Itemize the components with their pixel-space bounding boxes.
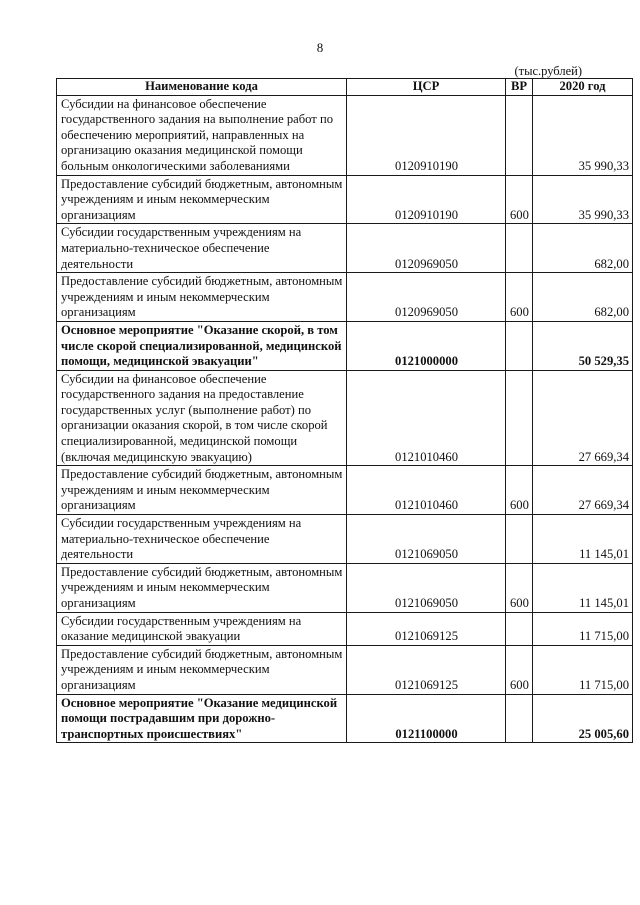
row-csr-cell: 0121069125 — [347, 645, 506, 694]
row-amount-cell: 27 669,34 — [533, 370, 633, 466]
row-csr-cell: 0120969050 — [347, 273, 506, 322]
header-vr: ВР — [506, 79, 533, 96]
units-label: (тыс.рублей) — [514, 64, 582, 78]
table-row — [57, 515, 633, 564]
row-amount-cell: 11 145,01 — [533, 515, 633, 564]
table-row — [57, 612, 633, 645]
table-row — [57, 370, 633, 466]
row-csr-cell: 0120910190 — [347, 95, 506, 175]
row-amount-cell: 35 990,33 — [533, 175, 633, 224]
page-number: 8 — [316, 40, 324, 55]
row-amount-cell: 50 529,35 — [533, 321, 633, 370]
row-csr-cell: 0121100000 — [347, 694, 506, 743]
row-amount-cell: 27 669,34 — [533, 466, 633, 515]
row-name-cell: Предоставление субсидий бюджетным, автономным учреждениям и иным некоммерческим организациям — [57, 645, 347, 694]
row-vr-cell — [506, 612, 533, 645]
row-amount-cell: 25 005,60 — [533, 694, 633, 743]
row-csr-cell: 0121010460 — [347, 466, 506, 515]
row-csr-cell: 0121069050 — [347, 515, 506, 564]
row-csr-cell: 0120910190 — [347, 175, 506, 224]
row-vr-cell: 600 — [506, 563, 533, 612]
row-vr-cell — [506, 321, 533, 370]
table-row — [57, 95, 633, 175]
header-csr: ЦСР — [347, 79, 506, 96]
row-csr-cell: 0121010460 — [347, 370, 506, 466]
row-vr-cell — [506, 224, 533, 273]
table-row — [57, 563, 633, 612]
row-csr-cell: 0121000000 — [347, 321, 506, 370]
row-name-cell: Субсидии государственным учреждениям на оказание медицинской эвакуации — [57, 612, 347, 645]
row-vr-cell: 600 — [506, 466, 533, 515]
table-row — [57, 321, 633, 370]
row-name-cell: Предоставление субсидий бюджетным, автономным учреждениям и иным некоммерческим организациям — [57, 563, 347, 612]
table-header-row — [57, 79, 633, 96]
header-year: 2020 год — [533, 79, 633, 96]
row-csr-cell: 0121069050 — [347, 563, 506, 612]
row-name-cell: Предоставление субсидий бюджетным, автономным учреждениям и иным некоммерческим организациям — [57, 175, 347, 224]
row-name-cell: Субсидии государственным учреждениям на материально-техническое обеспечение деятельности — [57, 224, 347, 273]
row-amount-cell: 682,00 — [533, 273, 633, 322]
row-csr-cell: 0121069125 — [347, 612, 506, 645]
row-vr-cell: 600 — [506, 273, 533, 322]
table-body — [57, 95, 633, 743]
row-name-cell: Предоставление субсидий бюджетным, автономным учреждениям и иным некоммерческим организациям — [57, 466, 347, 515]
row-vr-cell: 600 — [506, 645, 533, 694]
table-row — [57, 273, 633, 322]
row-name-cell: Субсидии государственным учреждениям на материально-техническое обеспечение деятельности — [57, 515, 347, 564]
row-name-cell: Субсидии на финансовое обеспечение государственного задания на предоставление государственных услуг (выполнение работ) по организации оказания скорой, в том числе скорой специализированной, медицинской помощи (включая медицинскую эвакуацию) — [57, 370, 347, 466]
table-row — [57, 645, 633, 694]
row-vr-cell — [506, 370, 533, 466]
row-amount-cell: 682,00 — [533, 224, 633, 273]
row-vr-cell — [506, 694, 533, 743]
row-name-cell: Основное мероприятие "Оказание скорой, в том числе скорой специализированной, медицинской помощи, медицинской эвакуации" — [57, 321, 347, 370]
row-csr-cell: 0120969050 — [347, 224, 506, 273]
row-amount-cell: 11 715,00 — [533, 645, 633, 694]
table-row — [57, 694, 633, 743]
header-name: Наименование кода — [57, 79, 347, 96]
row-vr-cell — [506, 515, 533, 564]
row-vr-cell — [506, 95, 533, 175]
table-row — [57, 175, 633, 224]
row-amount-cell: 11 145,01 — [533, 563, 633, 612]
row-name-cell: Субсидии на финансовое обеспечение государственного задания на выполнение работ по обеспечению мероприятий, направленных на организацию оказания медицинской помощи больным онкологическими заболеваниями — [57, 95, 347, 175]
row-vr-cell: 600 — [506, 175, 533, 224]
row-name-cell: Основное мероприятие "Оказание медицинской помощи пострадавшим при дорожно-транспортных происшествиях" — [57, 694, 347, 743]
budget-table — [56, 78, 633, 743]
row-amount-cell: 35 990,33 — [533, 95, 633, 175]
table-row — [57, 224, 633, 273]
row-amount-cell: 11 715,00 — [533, 612, 633, 645]
table-row — [57, 466, 633, 515]
row-name-cell: Предоставление субсидий бюджетным, автономным учреждениям и иным некоммерческим организациям — [57, 273, 347, 322]
